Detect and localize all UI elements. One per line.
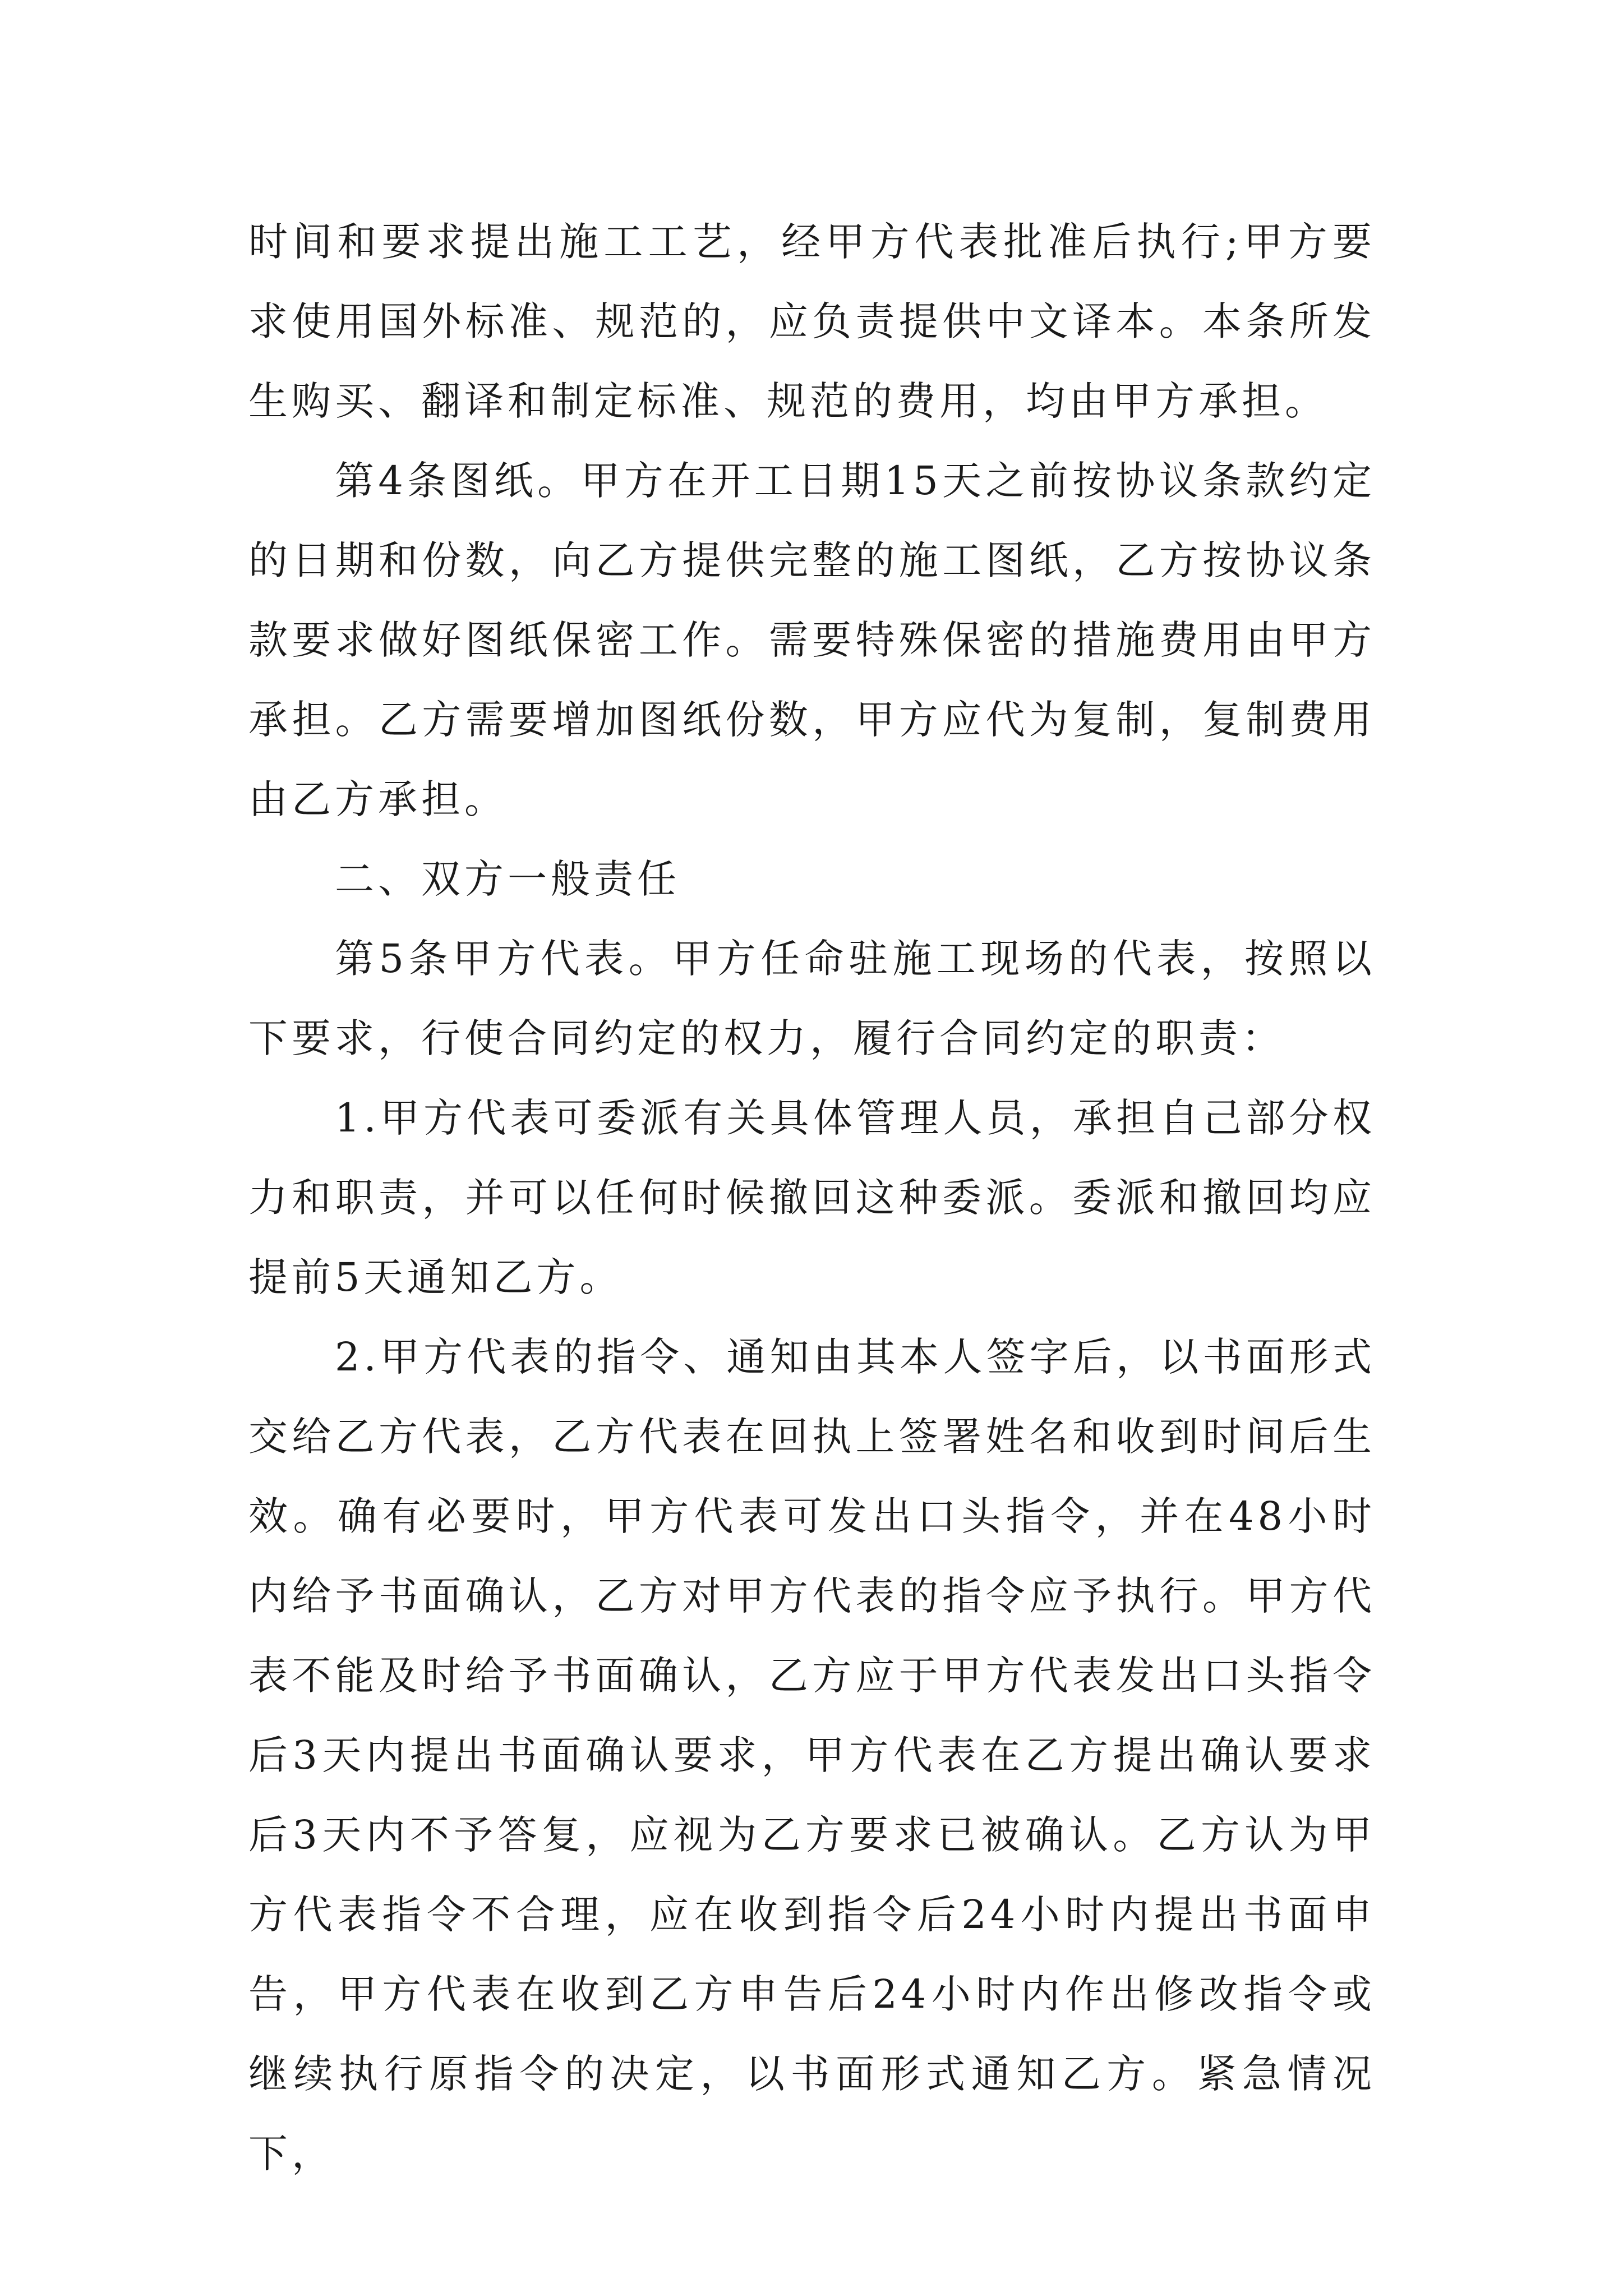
paragraph-item-1: 1.甲方代表可委派有关具体管理人员，承担自己部分权力和职责，并可以任何时候撤回这种委派。委派和撤回均应提前5天通知乙方。 bbox=[248, 1095, 1376, 1300]
paragraph-continuation: 时间和要求提出施工工艺，经甲方代表批准后执行;甲方要求使用国外标准、规范的，应负责提供中文译本。本条所发生购买、翻译和制定标准、规范的费用，均由甲方承担。 bbox=[248, 219, 1376, 424]
paragraph-article-4-drawings: 第4条图纸。甲方在开工日期15天之前按协议条款约定的日期和份数，向乙方提供完整的施工图纸，乙方按协议条款要求做好图纸保密工作。需要特殊保密的措施费用由甲方承担。乙方需要增加图纸份数，甲方应代为复制，复制费用由乙方承担。 bbox=[248, 458, 1376, 822]
document-body bbox=[248, 202, 1376, 2193]
paragraph-article-5-representative: 第5条甲方代表。甲方任命驻施工现场的代表，按照以下要求，行使合同约定的权力，履行合同约定的职责： bbox=[248, 936, 1376, 1061]
paragraph-item-2: 2.甲方代表的指令、通知由其本人签字后，以书面形式交给乙方代表，乙方代表在回执上签署姓名和收到时间后生效。确有必要时，甲方代表可发出口头指令，并在48小时内给予书面确认，乙方对甲方代表的指令应予执行。甲方代表不能及时给予书面确认，乙方应于甲方代表发出口头指令后3天内提出书面确认要求，甲方代表在乙方提出确认要求后3天内不予答复，应视为乙方要求已被确认。乙方认为甲方代表指令不合理，应在收到指令后24小时内提出书面申告，甲方代表在收到乙方申告后24小时内作出修改指令或继续执行原指令的决定，以书面形式通知乙方。紧急情况下， bbox=[248, 1334, 1376, 2177]
section-heading-general-responsibilities: 二、双方一般责任 bbox=[335, 856, 680, 902]
